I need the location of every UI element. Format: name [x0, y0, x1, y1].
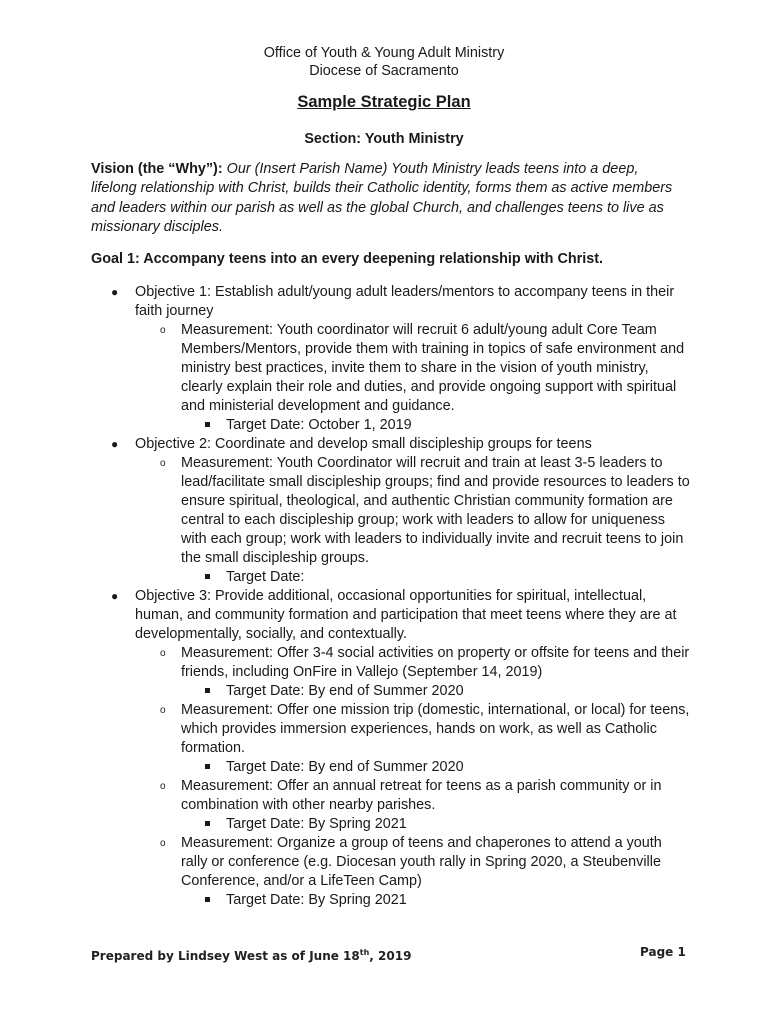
vision-text: Our (Insert Parish Name) Youth Ministry leads teens into a deep, lifelong relationship with Christ, builds their Catholic identity, forms them as active members and leaders within our parish as well as the global Church, and challenges teens to live as missionary disciples.: [91, 161, 673, 235]
measurement-item: [135, 834, 691, 910]
target-date-item: [181, 568, 691, 587]
goal-heading: Goal 1: Accompany teens into an every deepening relationship with Christ.: [91, 251, 604, 267]
target-date-text: Target Date: By end of Summer 2020: [226, 759, 464, 775]
measurement-item: [135, 701, 691, 777]
square-bullet-icon: [205, 574, 210, 579]
target-date-item: [181, 682, 691, 701]
square-bullet-icon: [205, 422, 210, 427]
prepared-by-year: , 2019: [369, 949, 412, 963]
target-date-item: [181, 416, 691, 435]
office-name: Office of Youth & Young Adult Ministry: [263, 45, 505, 61]
objective-item: [91, 283, 691, 435]
bullet-icon: ●: [111, 589, 119, 603]
bullet-icon: ●: [111, 437, 119, 451]
target-date-item: [181, 758, 691, 777]
measurement-item: [135, 321, 691, 435]
target-date-text: Target Date: By Spring 2021: [226, 816, 407, 832]
measurement-text: Measurement: Offer one mission trip (domestic, international, or local) for teens, which provides immersion experiences, hands on work, as well as Catholic formation.: [181, 702, 690, 756]
circle-bullet-icon: o: [160, 781, 166, 792]
target-date-text: Target Date: October 1, 2019: [226, 417, 412, 433]
objective-item: [91, 435, 691, 587]
circle-bullet-icon: o: [160, 705, 166, 716]
bullet-icon: ●: [111, 285, 119, 299]
circle-bullet-icon: o: [160, 325, 166, 336]
objective-text: Objective 3: Provide additional, occasional opportunities for spiritual, intellectual, human, and community formation and participation that meet teens where they are at developmentally, socially, and contextually.: [135, 588, 677, 642]
document-header: [0, 44, 768, 80]
circle-bullet-icon: o: [160, 648, 166, 659]
measurement-item: [135, 454, 691, 587]
date-suffix: th: [359, 948, 370, 957]
diocese-name: Diocese of Sacramento: [309, 63, 459, 79]
square-bullet-icon: [205, 821, 210, 826]
measurement-text: Measurement: Youth Coordinator will recruit and train at least 3-5 leaders to lead/facilitate small discipleship groups; find and provide resources to leaders to ensure spiritual, theological, and authentic Christian community formation are central to each discipleship group; work with leaders to allow for uniqueness with each group; work with leaders to individually invite and recruit teens to join the small discipleship groups.: [181, 455, 690, 566]
objective-text: Objective 2: Coordinate and develop small discipleship groups for teens: [135, 436, 592, 452]
square-bullet-icon: [205, 764, 210, 769]
prepared-by-text: Prepared by Lindsey West as of June 18: [91, 949, 360, 963]
target-date-item: [181, 891, 691, 910]
vision-label: Vision (the “Why”):: [91, 161, 223, 177]
target-date-item: [181, 815, 691, 834]
circle-bullet-icon: o: [160, 458, 166, 469]
vision-paragraph: [91, 160, 681, 237]
square-bullet-icon: [205, 688, 210, 693]
target-date-text: Target Date: By Spring 2021: [226, 892, 407, 908]
measurement-item: [135, 777, 691, 834]
measurement-text: Measurement: Organize a group of teens and chaperones to attend a youth rally or conference (e.g. Diocesan youth rally in Spring 2020, a Steubenville Conference, and/or a LifeTeen Camp): [181, 835, 662, 889]
title-text: Sample Strategic Plan: [297, 93, 471, 111]
objective-item: [91, 587, 691, 910]
circle-bullet-icon: o: [160, 838, 166, 849]
square-bullet-icon: [205, 897, 210, 902]
objectives-list: [91, 283, 691, 910]
measurement-item: [135, 644, 691, 701]
measurement-text: Measurement: Offer an annual retreat for teens as a parish community or in combination with other nearby parishes.: [181, 778, 662, 813]
measurement-text: Measurement: Offer 3-4 social activities on property or offsite for teens and their friends, including OnFire in Vallejo (September 14, 2019): [181, 645, 690, 680]
footer-prepared-by: [91, 943, 411, 966]
document-title: [0, 93, 768, 112]
page-number: Page 1: [640, 945, 686, 959]
target-date-text: Target Date: By end of Summer 2020: [226, 683, 464, 699]
target-date-text: Target Date:: [226, 569, 305, 585]
section-heading: Section: Youth Ministry: [304, 131, 464, 147]
objective-text: Objective 1: Establish adult/young adult leaders/mentors to accompany teens in their faith journey: [135, 284, 675, 319]
measurement-text: Measurement: Youth coordinator will recruit 6 adult/young adult Core Team Members/Mentors, provide them with training in topics of safe environment and ministry best practices, invite them to share in the vision of youth ministry, clearly explain their role and duties, and provide ongoing support with spiritual and ministerial development and guidance.: [181, 322, 685, 414]
